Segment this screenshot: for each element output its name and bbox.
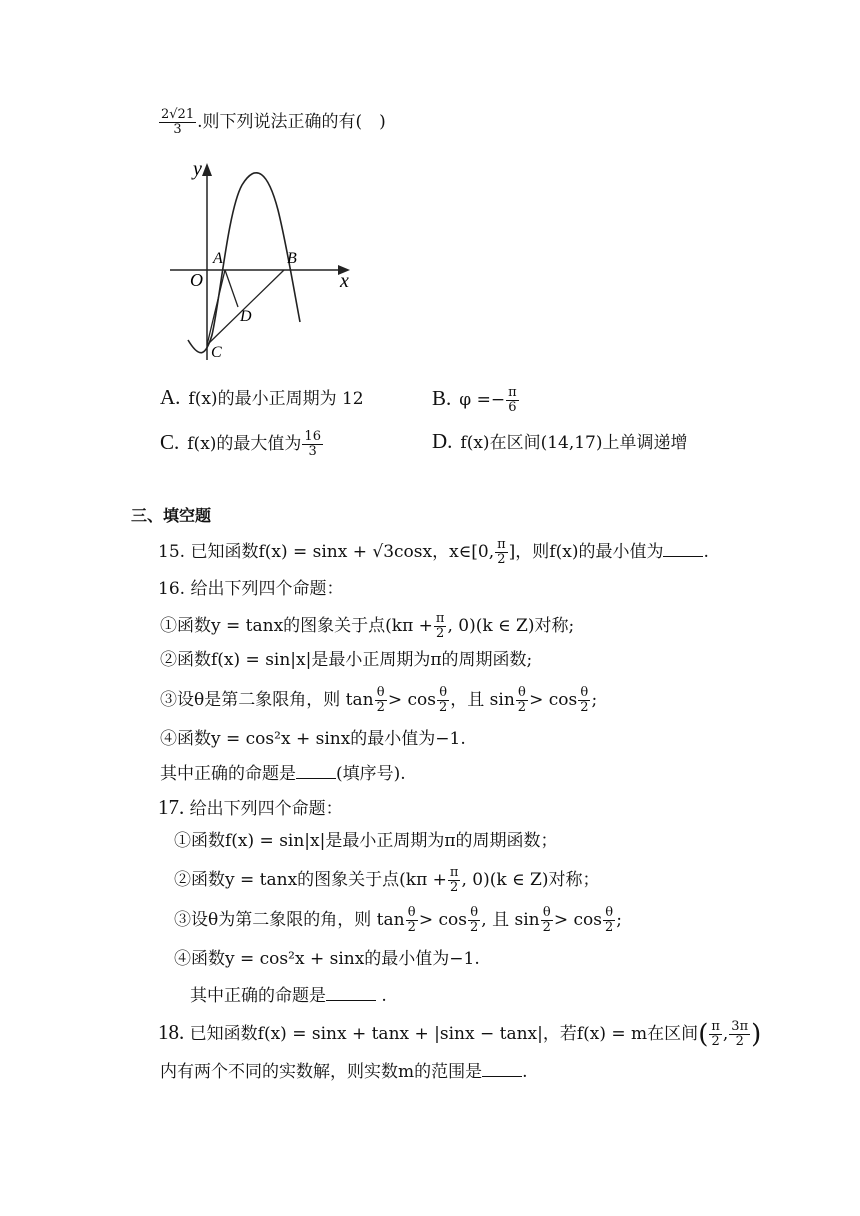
q17-item-4: ④函数y = cos²x + sinx的最小值为−1.	[174, 949, 480, 969]
sine-graph-figure	[160, 150, 360, 365]
option-d: D. f(x)在区间(14,17)上单调递增	[432, 429, 688, 453]
q16-item-2: ②函数f(x) = sin|x|是最小正周期为π的周期函数;	[160, 650, 533, 670]
q14-fraction: $\frac{2√21}{3}$	[161, 107, 195, 137]
answer-blank[interactable]	[663, 540, 703, 557]
q18-line-2: 内有两个不同的实数解，则实数m的范围是 .	[160, 1062, 528, 1082]
q17-item-3: ③设θ为第二象限的角，则 tan $\frac{\theta}{2}$ > cos $\frac{\theta}{2}$ , 且 sin $\frac{\theta}{2}$ > cos $\frac{\theta}{2}$ ;	[174, 905, 623, 935]
question-18: 18. 已知函数f(x) = sinx + tanx + |sinx − tanx|，若f(x) = m在区间( $\frac{\pi}{2}$ , $\frac{3\pi}{2}$ )	[158, 1019, 762, 1050]
answer-blank[interactable]	[296, 762, 336, 779]
question-17-intro: 17. 给出下列四个命题：	[158, 795, 343, 819]
label-O: O	[190, 270, 203, 290]
q17-answer-line: 其中正确的命题是 .	[190, 986, 387, 1006]
segment-AC	[207, 270, 225, 345]
answer-blank[interactable]	[326, 984, 376, 1001]
sine-curve	[188, 173, 300, 353]
question-16-intro: 16. 给出下列四个命题：	[158, 579, 344, 599]
section-title: 三、填空题	[131, 506, 212, 525]
label-x: x	[340, 270, 349, 292]
y-axis-arrow	[202, 163, 212, 176]
q16-answer-line: 其中正确的命题是 (填序号).	[160, 764, 406, 784]
label-y: y	[193, 158, 202, 180]
option-a: A. f(x)的最小正周期为 12	[160, 385, 364, 409]
label-D: D	[240, 308, 252, 325]
question-15: 15. 已知函数f(x) = sinx + √3cosx，x∈[0, $\frac{\pi}{2}$ ]，则f(x)的最小值为 .	[158, 537, 709, 567]
label-C: C	[211, 344, 222, 361]
q14-stem: $\frac{2√21}{3}$ .则下列说法正确的有( )	[161, 107, 386, 137]
option-b: B. φ =− $\frac{\pi}{6}$	[432, 385, 517, 415]
label-B: B	[287, 250, 297, 267]
q17-item-2: ②函数y = tanx的图象关于点(kπ + $\frac{\pi}{2}$ , 0)(k ∈ Z)对称；	[174, 865, 600, 895]
answer-blank[interactable]	[482, 1060, 522, 1077]
option-c: C. f(x)的最大值为 $\frac{16}{3}$	[160, 429, 321, 459]
q16-item-4: ④函数y = cos²x + sinx的最小值为−1.	[160, 729, 466, 749]
label-A: A	[213, 250, 223, 267]
q17-item-1: ①函数f(x) = sin|x|是最小正周期为π的周期函数；	[174, 831, 558, 851]
q16-item-3: ③设θ是第二象限角，则 tan $\frac{\theta}{2}$ > cos $\frac{\theta}{2}$ ，且 sin $\frac{\theta}{2}$ > cos $\frac{\theta}{2}$ ;	[160, 685, 598, 715]
q16-item-1: ①函数y = tanx的图象关于点(kπ + $\frac{\pi}{2}$ , 0)(k ∈ Z)对称;	[160, 611, 575, 641]
segment-AD	[225, 270, 238, 307]
